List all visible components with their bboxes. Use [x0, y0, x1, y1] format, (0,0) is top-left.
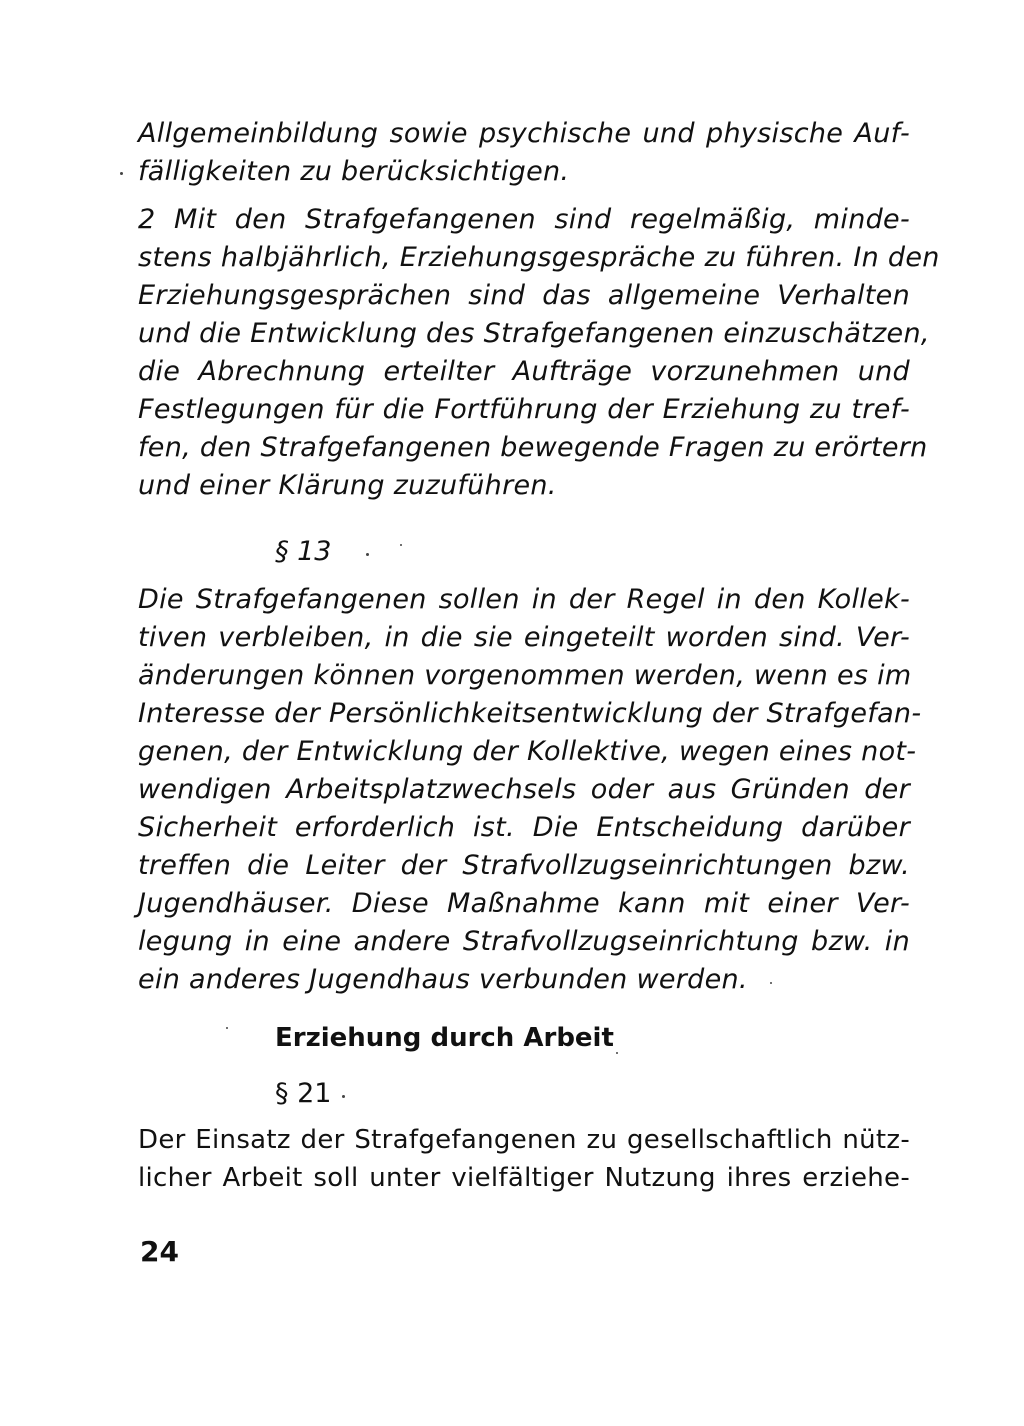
- text-line: Der Einsatz der Strafgefangenen zu gesellschaftlich nütz-: [138, 1125, 910, 1155]
- text-line: Jugendhäuser. Diese Maßnahme kann mit einer Ver-: [138, 888, 910, 919]
- section-heading: Erziehung durch Arbeit: [275, 1023, 614, 1053]
- text-line: licher Arbeit soll unter vielfältiger Nutzung ihres erziehe-: [138, 1163, 910, 1193]
- text-line: Interesse der Persönlichkeitsentwicklung der Strafgefan-: [138, 698, 922, 729]
- text-line: fen, den Strafgefangenen bewegende Fragen zu erörtern: [138, 432, 928, 463]
- text-line: Festlegungen für die Fortführung der Erziehung zu tref-: [138, 394, 910, 425]
- page-number: 24: [140, 1235, 179, 1268]
- text-line: die Abrechnung erteilter Aufträge vorzunehmen und: [138, 356, 910, 387]
- text-line: Allgemeinbildung sowie psychische und physische Auf-: [138, 118, 910, 149]
- text-line: 2 Mit den Strafgefangenen sind regelmäßig, minde-: [138, 204, 910, 235]
- text-line: ein anderes Jugendhaus verbunden werden.: [138, 964, 748, 995]
- text-line: Erziehungsgesprächen sind das allgemeine Verhalten: [138, 280, 910, 311]
- text-line: änderungen können vorgenommen werden, wenn es im: [138, 660, 912, 691]
- scan-speck: [400, 544, 402, 546]
- scan-speck: [770, 982, 772, 984]
- scan-speck: [226, 1027, 228, 1029]
- text-line: und einer Klärung zuzuführen.: [138, 470, 557, 501]
- text-line: Sicherheit erforderlich ist. Die Entscheidung darüber: [138, 812, 910, 843]
- text-line: und die Entwicklung des Strafgefangenen einzuschätzen,: [138, 318, 930, 349]
- scan-speck: [120, 172, 123, 175]
- text-line: genen, der Entwicklung der Kollektive, wegen eines not-: [138, 736, 917, 767]
- scan-speck: [342, 1095, 345, 1098]
- text-line: legung in eine andere Strafvollzugseinrichtung bzw. in: [138, 926, 910, 957]
- text-line: treffen die Leiter der Strafvollzugseinrichtungen bzw.: [138, 850, 910, 881]
- scan-speck: [366, 553, 369, 556]
- text-line: stens halbjährlich, Erziehungsgespräche zu führen. In den: [138, 242, 940, 273]
- scan-speck: [616, 1052, 618, 1054]
- text-line: fälligkeiten zu berücksichtigen.: [138, 156, 570, 187]
- section-number: § 21: [275, 1078, 332, 1109]
- text-line: wendigen Arbeitsplatzwechsels oder aus Gründen der: [138, 774, 910, 805]
- text-line: tiven verbleiben, in die sie eingeteilt worden sind. Ver-: [138, 622, 910, 653]
- text-line: Die Strafgefangenen sollen in der Regel in den Kollek-: [138, 584, 910, 615]
- section-number: § 13: [275, 536, 332, 567]
